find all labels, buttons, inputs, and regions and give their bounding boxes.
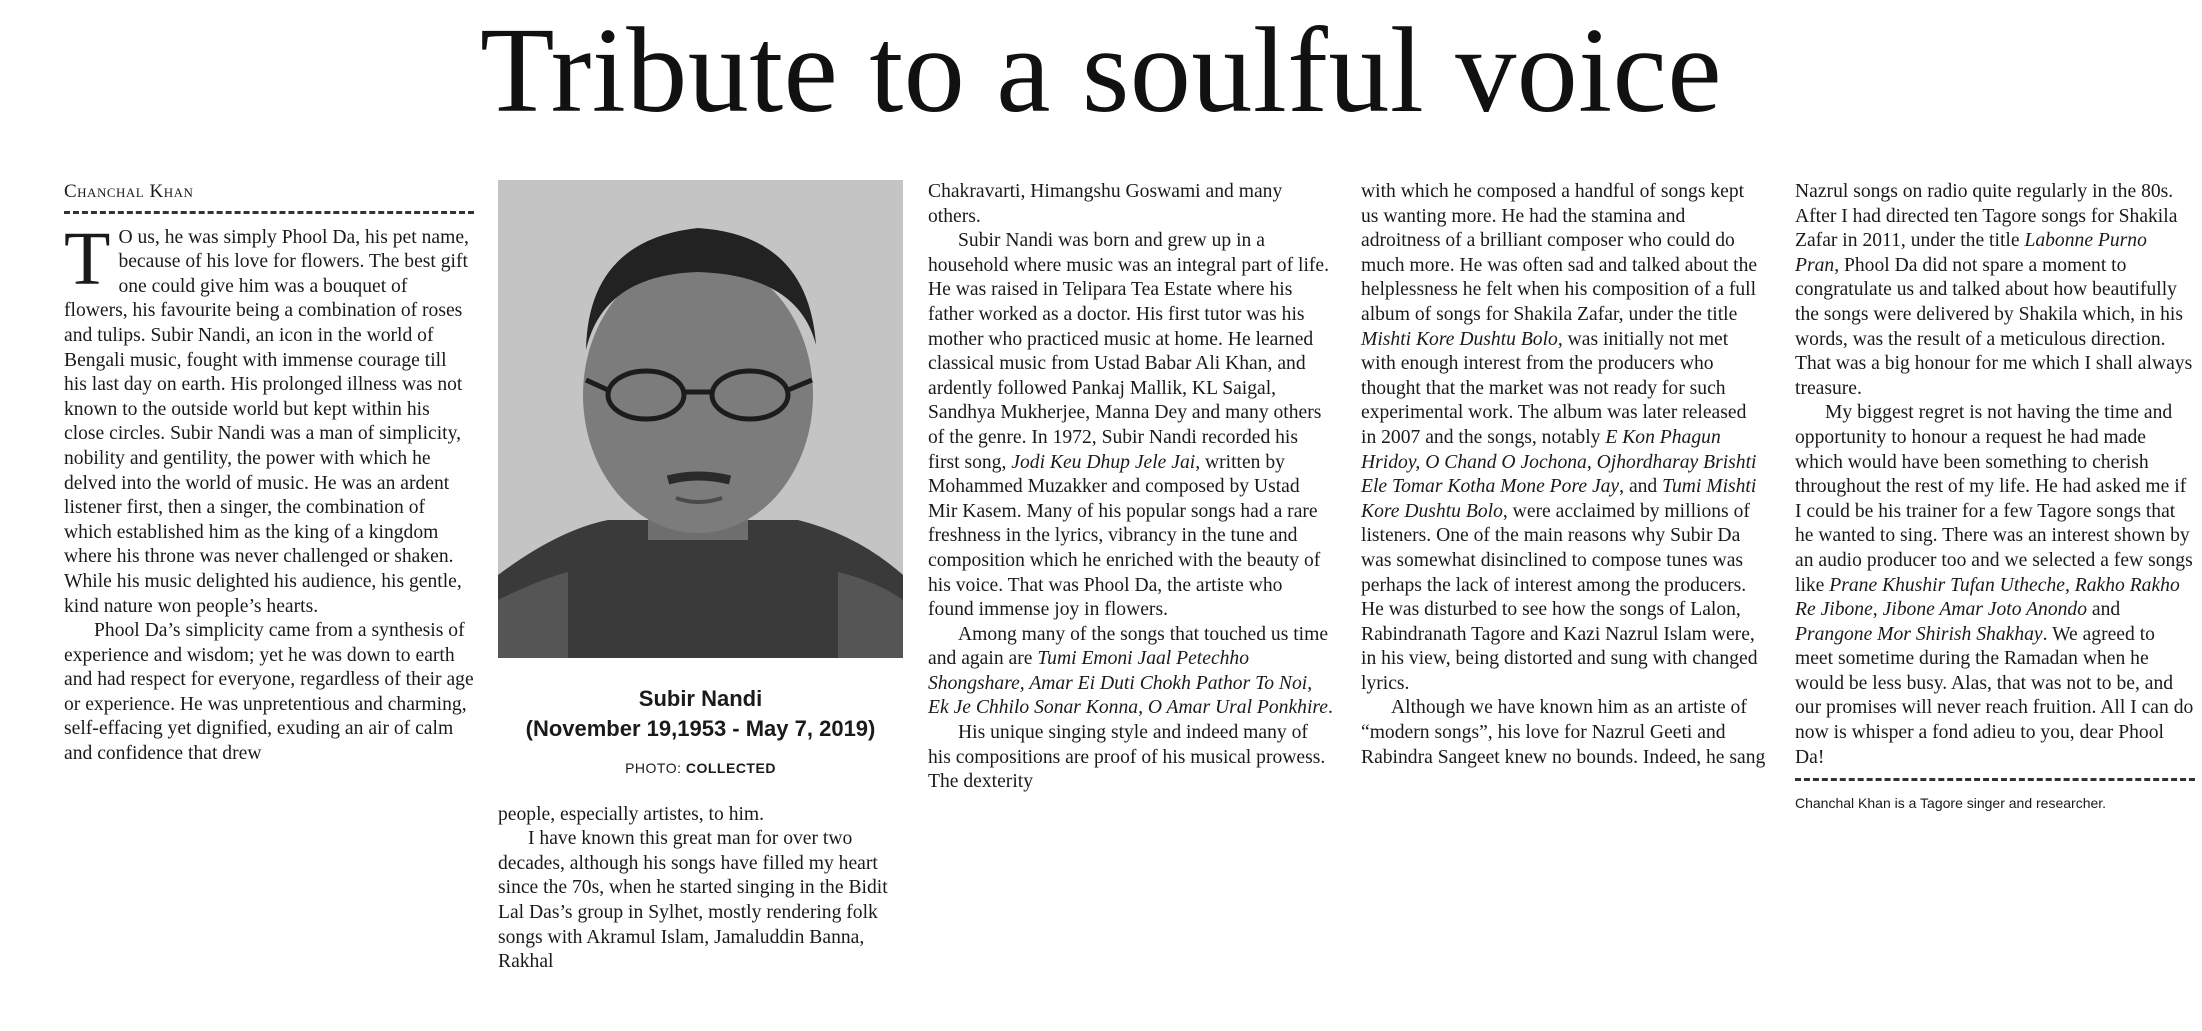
photo-caption-name: Subir Nandi xyxy=(638,686,763,711)
article-column-2 xyxy=(498,180,903,975)
paragraph: Subir Nandi was born and grew up in a household where music was an integral part of life. He was raised in Telipara Tea Estate where his father worked as a doctor. His first tutor was his mother who practiced music at home. He learned classical music from Ustad Babar Ali Khan, and ardently followed Pankaj Mallik, KL Saigal, Sandhya Mukherjee, Manna Dey and many others of the genre. In 1972, Subir Nandi recorded his first song, Jodi Keu Dhup Jele Jai, written by Mohammed Muzakker and composed by Ustad Mir Kasem. Many of his popular songs had a rare freshness in the lyrics, vibrancy in the tune and composition which he enriched with the beauty of his voice. That was Phool Da, the artiste who found immense joy in flowers. xyxy=(928,230,1330,621)
portrait-illustration xyxy=(498,180,903,658)
author-bio: Chanchal Khan is a Tagore singer and researcher. xyxy=(1795,795,2107,812)
paragraph: His unique singing style and indeed many of his compositions are proof of his musical prowess. The dexterity xyxy=(928,722,1326,793)
paragraph: with which he composed a handful of songs kept us wanting more. He had the stamina and adroitness of a brilliant composer who could do much more. He was often sad and talked about the helplessness he felt when his composition of a full album of songs for Shakila Zafar, under the title Mishti Kore Dushtu Bolo, was initially not met with enough interest from the producers who thought that the market was not ready for such experimental work. The album was later released in 2007 and the songs, notably E Kon Phagun Hridoy, O Chand O Jochona, Ojhordharay Brishti Ele Tomar Kotha Mone Pore Jay, and Tumi Mishti Kore Dushtu Bolo, were acclaimed by millions of listeners. One of the main reasons why Subir Da was somewhat disinclined to compose tunes was perhaps the lack of interest among the producers. He was disturbed to see how the songs of Lalon, Rabindranath Tagore and Kazi Nazrul Islam were, in his view, being distorted and sung with changed lyrics. xyxy=(1361,181,1758,694)
article-column-5 xyxy=(1795,180,2195,816)
paragraph: Phool Da’s simplicity came from a synthesis of experience and wisdom; yet he was down to earth and had respect for everyone, regardless of their age or experience. He was unpretentious and charming, self-effacing yet dignified, exuding an air of calm and confidence that drew xyxy=(64,620,474,765)
paragraph: My biggest regret is not having the time and opportunity to honour a request he had made which would have been something to cherish throughout the rest of my life. He had asked me if I could be his trainer for a few Tagore songs that he wanted to sing. There was an interest shown by an audio producer too and we selected a few songs like Prane Khushir Tufan Utheche, Rakho Rakho Re Jibone, Jibone Amar Joto Anondo and Prangone Mor Shirish Shakhay. We agreed to meet sometime during the Ramadan when he would be less busy. Alas, that was not to be, and our promises will never reach fruition. All I can do now is whisper a fond adieu to you, dear Phool Da! xyxy=(1795,402,2194,768)
byline: Chanchal Khan xyxy=(64,180,474,214)
photo-caption-dates: (November 19,1953 - May 7, 2019) xyxy=(525,716,876,741)
drop-cap: T xyxy=(64,216,111,301)
paragraph: Nazrul songs on radio quite regularly in the 80s. After I had directed ten Tagore songs for Shakila Zafar in 2011, under the title Labonne Purno Pran, Phool Da did not spare a moment to congratulate us and talked about how beautifully the songs were delivered by Shakila which, in his words, was the result of a meticulous direction. That was a big honour for me which I shall always treasure. xyxy=(1795,181,2193,399)
article-column-1 xyxy=(64,180,474,767)
headline: Tribute to a soulful voice xyxy=(480,3,1722,138)
paragraph: Although we have known him as an artiste of “modern songs”, his love for Nazrul Geeti and Rabindra Sangeet knew no bounds. Indeed, he sang xyxy=(1361,697,1766,768)
paragraph: people, especially artistes, to him. xyxy=(498,803,765,825)
paragraph: T O us, he was simply Phool Da, his pet name, because of his love for flowers. The best gift one could give him was a bouquet of flowers, his favourite being a combination of roses and tulips. Subir Nandi, an icon in the world of Bengali music, fought with immense courage till his last day on earth. His prolonged illness was not known to the outside world but kept within his close circles. Subir Nandi was a man of simplicity, nobility and gentility, the power with which he delved into the world of music. He was an ardent listener first, then a singer, the combination of which established him as the king of a kingdom where his throne was never challenged or shaken. While his music delighted his audience, his gentle, kind nature won people’s hearts. xyxy=(64,216,469,617)
paragraph: Among many of the songs that touched us time and again are Tumi Emoni Jaal Petechho Shongshare, Amar Ei Duti Chokh Pathor To Noi, Ek Je Chhilo Sonar Konna, O Amar Ural Ponkhire. xyxy=(928,623,1333,719)
article-column-4 xyxy=(1361,180,1766,770)
end-divider xyxy=(1795,778,2195,781)
paragraph: Chakravarti, Himangshu Goswami and many others. xyxy=(928,181,1283,227)
article-column-3 xyxy=(928,180,1333,795)
paragraph: I have known this great man for over two decades, although his songs have filled my heart since the 70s, when he started singing in the Bidit Lal Das’s group in Sylhet, mostly rendering folk songs with Akramul Islam, Jamaluddin Banna, Rakhal xyxy=(498,828,888,973)
portrait-photo xyxy=(498,180,903,658)
photo-credit: PHOTO: COLLECTED xyxy=(625,760,776,776)
